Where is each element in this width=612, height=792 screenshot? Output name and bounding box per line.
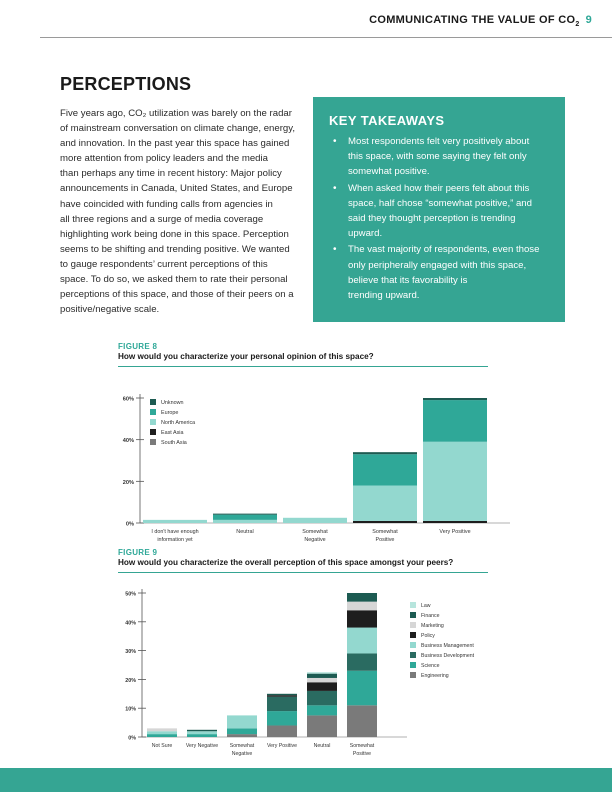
legend-swatch <box>150 429 156 435</box>
bar-segment <box>307 678 337 682</box>
body-line: and innovation. In the past year this space has gained <box>60 138 290 150</box>
bar-segment <box>147 728 177 731</box>
takeaway-line: space, half chose “somewhat positive,” and <box>348 197 532 209</box>
page-number: 9 <box>585 14 592 26</box>
bar-segment <box>213 520 277 523</box>
legend-label: Business Development <box>421 653 475 659</box>
category-label: Very Positive <box>267 743 297 749</box>
bar-segment <box>347 628 377 654</box>
bar-segment <box>347 653 377 670</box>
key-takeaways-title: KEY TAKEAWAYS <box>329 113 445 128</box>
bar-segment <box>227 728 257 734</box>
legend-label: Science <box>421 663 440 669</box>
legend-swatch <box>150 399 156 405</box>
takeaway-line: trending upward. <box>348 290 420 302</box>
takeaway-item <box>329 242 551 303</box>
bar-segment <box>353 452 417 454</box>
category-label: Negative <box>304 537 326 543</box>
legend-swatch <box>410 602 416 608</box>
takeaway-line: said they thought perception is trending <box>348 213 516 225</box>
bar-segment <box>347 610 377 627</box>
legend-label: South Asia <box>161 440 187 446</box>
legend-label: Business Management <box>421 643 474 649</box>
bar-segment <box>187 730 217 731</box>
bar-segment <box>283 518 347 523</box>
body-line: to gauge respondents’ current perceptions of this <box>60 258 268 270</box>
category-label: information yet <box>157 537 193 543</box>
legend-label: Finance <box>421 613 440 619</box>
y-tick-label: 30% <box>125 649 136 656</box>
body-line: space. To do so, we asked them to rate their personal <box>60 274 288 286</box>
bar-segment <box>267 694 297 695</box>
body-line: all three regions and a surge of media coverage <box>60 213 264 225</box>
legend-swatch <box>410 632 416 638</box>
category-label: Negative <box>231 751 253 757</box>
key-takeaways-box <box>313 97 565 322</box>
takeaway-line: this space, with some saying they felt only <box>348 151 527 163</box>
bar-segment <box>423 442 487 521</box>
bar-segment <box>267 725 297 737</box>
bar-segment <box>267 697 297 711</box>
y-tick-label: 20% <box>122 479 134 486</box>
takeaway-line: somewhat positive. <box>348 166 430 178</box>
figure-9-rule <box>118 572 488 573</box>
bar-segment <box>347 705 377 737</box>
bar-segment <box>307 682 337 691</box>
legend-swatch <box>410 662 416 668</box>
takeaway-item <box>329 134 551 180</box>
legend-swatch <box>410 622 416 628</box>
legend-swatch <box>410 642 416 648</box>
bar-segment <box>227 715 257 728</box>
bar-segment <box>353 454 417 485</box>
bar-segment <box>347 671 377 706</box>
legend-label: Unknown <box>161 400 184 406</box>
body-line: seems to be shifting and trending positive. We wanted <box>60 243 290 255</box>
y-tick-label: 50% <box>125 591 136 598</box>
legend-swatch <box>150 439 156 445</box>
bar-segment <box>147 734 177 737</box>
bar-segment <box>267 711 297 725</box>
takeaway-line: When asked how their peers felt about this <box>348 182 530 194</box>
legend-swatch <box>150 409 156 415</box>
category-label: Positive <box>352 751 372 757</box>
bar-segment <box>147 731 177 734</box>
body-line: announcements in Canada, United States, and Europe <box>60 183 293 195</box>
takeaway-line: only peripherally engaged with this space, <box>348 259 527 271</box>
header-rule <box>40 37 612 38</box>
y-tick-label: 0% <box>125 521 134 528</box>
figure-8-chart <box>110 372 510 547</box>
legend-label: East Asia <box>161 430 184 436</box>
takeaway-line: The vast majority of respondents, even those <box>348 244 540 256</box>
body-line: than perhaps any time in recent history: Major policy <box>60 168 282 180</box>
bar-segment <box>143 520 207 523</box>
body-line: of mainstream conversation on climate change, energy, <box>60 123 295 135</box>
body-line: Five years ago, CO₂ utilization was barely on the radar <box>60 108 292 119</box>
bar-segment <box>213 515 277 520</box>
running-header-subscript: 2 <box>575 21 580 29</box>
category-label: Not Sure <box>151 743 173 749</box>
footer-bar <box>0 768 612 792</box>
figure-9-title: How would you characterize the overall perception of this space amongst your peers? <box>118 558 454 567</box>
category-label: I don't have enough <box>151 529 199 535</box>
body-line: have coincided with funding calls from agencies in <box>60 198 273 210</box>
running-header-title: COMMUNICATING THE VALUE OF CO <box>369 14 576 26</box>
body-paragraph <box>60 106 302 317</box>
legend-swatch <box>410 612 416 618</box>
bar-segment <box>347 602 377 611</box>
bar-segment <box>213 514 277 515</box>
bar-segment <box>353 521 417 523</box>
y-tick-label: 40% <box>125 620 136 627</box>
y-tick-label: 20% <box>125 677 136 684</box>
legend-label: Policy <box>421 633 435 639</box>
bar-segment <box>307 672 337 673</box>
bar-segment <box>307 705 337 715</box>
figure-9-label: FIGURE 9 <box>118 548 158 557</box>
y-tick-label: 40% <box>122 438 134 445</box>
section-title: PERCEPTIONS <box>60 74 192 94</box>
category-label: Somewhat <box>372 529 398 535</box>
category-label: Very Negative <box>185 743 219 749</box>
body-line: positive/negative scale. <box>60 304 160 316</box>
bar-segment <box>307 691 337 705</box>
takeaway-line: Most respondents felt very positively about <box>348 136 530 147</box>
running-header <box>369 14 592 28</box>
bar-segment <box>187 734 217 737</box>
y-tick-label: 0% <box>128 735 136 742</box>
category-label: Somewhat <box>302 529 328 535</box>
figure-8-title: How would you characterize your personal opinion of this space? <box>118 352 374 361</box>
y-tick-label: 60% <box>122 396 134 403</box>
body-line: highlighting work being done in this space. Perception <box>60 228 289 240</box>
bar-segment <box>423 521 487 523</box>
bar-segment <box>187 731 217 734</box>
figure-9-chart <box>110 583 510 765</box>
bar-segment <box>423 398 487 400</box>
takeaway-item <box>329 181 551 242</box>
legend-swatch <box>410 652 416 658</box>
legend-label: Law <box>421 603 431 609</box>
bar-segment <box>423 400 487 442</box>
takeaway-line: upward. <box>348 228 383 240</box>
figure-8-label: FIGURE 8 <box>118 342 158 351</box>
legend-label: North America <box>161 420 196 426</box>
category-label: Positive <box>375 537 395 543</box>
y-tick-label: 10% <box>125 706 136 713</box>
category-label: Somewhat <box>349 743 375 749</box>
legend-label: Engineering <box>421 673 449 679</box>
body-line: perceptions of this space, and those of their peers on a <box>60 289 294 301</box>
bar-segment <box>307 674 337 678</box>
key-takeaways-list <box>329 134 551 303</box>
bar-segment <box>353 486 417 521</box>
category-label: Somewhat <box>229 743 255 749</box>
legend-label: Europe <box>161 410 179 416</box>
legend-label: Marketing <box>421 623 444 629</box>
category-label: Very Positive <box>439 529 471 535</box>
figure-8-rule <box>118 366 488 367</box>
figure-8-caption <box>118 342 498 367</box>
body-line: more attention from policy leaders and the media <box>60 153 268 165</box>
takeaway-line: believe that its favorability is <box>348 274 468 286</box>
bar-segment <box>267 695 297 696</box>
category-label: Neutral <box>313 743 331 749</box>
bar-segment <box>307 715 337 737</box>
category-label: Neutral <box>236 529 254 535</box>
figure-9-caption <box>118 548 498 573</box>
legend-swatch <box>410 672 416 678</box>
bar-segment <box>227 734 257 737</box>
legend-swatch <box>150 419 156 425</box>
bar-segment <box>347 593 377 602</box>
